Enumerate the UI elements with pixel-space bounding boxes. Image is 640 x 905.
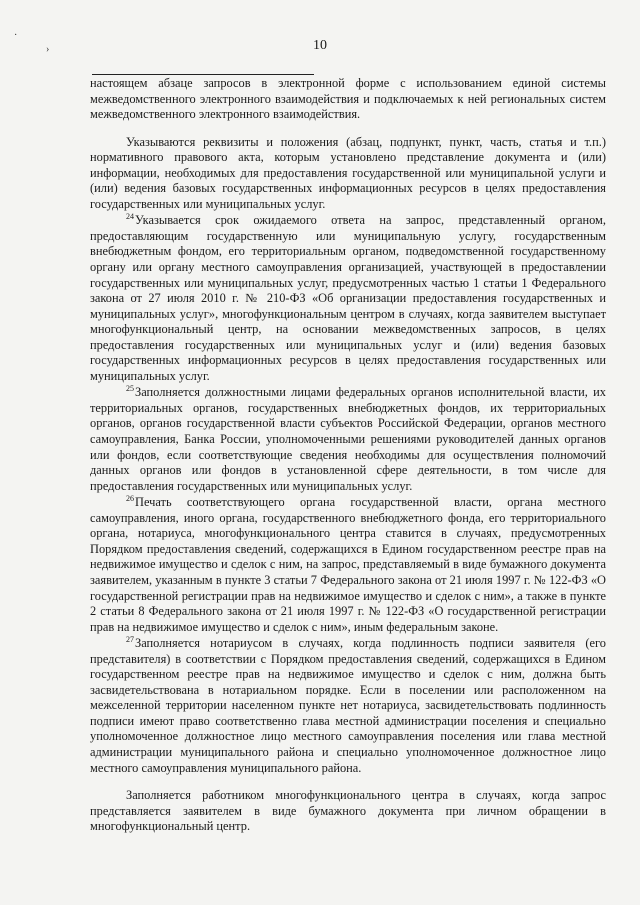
paragraph xyxy=(90,788,606,835)
document-body xyxy=(90,76,606,836)
footnote-paragraph xyxy=(90,495,606,635)
footnote-marker: 26 xyxy=(126,494,134,504)
footnote-paragraph xyxy=(90,213,606,384)
paragraph-text: настоящем абзаце запросов в электронной форме с использованием единой системы межведомственного электронного взаимодействия и подключаемых к ней региональных систем межведомственного электронного взаимодействия. xyxy=(90,76,606,122)
footnote-separator xyxy=(92,74,314,75)
paragraph-text: Заполняется работником многофункционального центра в случаях, когда запрос представляется заявителем в виде бумажного документа при личном обращении в многофункциональный центр. xyxy=(90,788,606,834)
scan-mark: · xyxy=(14,30,18,41)
footnote-paragraph xyxy=(90,636,606,776)
paragraph-text: Заполняется нотариусом в случаях, когда подлинность подписи заявителя (его представителя) в соответствии с Порядком предоставления сведений, содержащихся в Едином государственном реестре прав на недвижимое имущество и сделок с ним, должна быть засвидетельствована в нотариальном порядке. Если в поселении или расположенном на межселенной территории населенном пункте нет нотариуса, засвидетельствовать подлинность подписи имеют право соответственно глава местной администрации поселения и специально уполномоченное должностное лицо местного самоуправления поселения или глава местной администрации муниципального района и специально уполномоченное должностное лицо местного самоуправления муниципального района. xyxy=(90,636,606,775)
footnote-marker: 27 xyxy=(126,635,134,645)
paragraph-text: Указываются реквизиты и положения (абзац, подпункт, пункт, часть, статья и т.п.) нормативного правового акта, которым установлено представление документа и (или) информации, необходимых для предоставления государственной или муниципальной услуги и (или) ведения базовых государственных информационных ресурсов в целях предоставления государственных или муниципальных услуг. xyxy=(90,134,606,211)
footnote-marker: 24 xyxy=(126,212,134,222)
page-number: 10 xyxy=(313,38,327,53)
paragraph-text: Указывается срок ожидаемого ответа на запрос, представленный органом, предоставляющим государственную или муниципальную услугу, государственным внебюджетным фондом, его территориальным органом, подведомственной государственному органу или органу местного самоуправления организацией, участвующей в предоставлении государственных или муниципальных услуг, предусмотренных частью 1 статьи 1 Федерального закона от 27 июля 2010 г. № 210-ФЗ «Об организации предоставления государственных и муниципальных услуг», многофункциональным центром в случаях, когда заявителем выступает многофункциональный центр, на основании межведомственных запросов, в целях предоставления государственных или муниципальных услуг и (или) ведения базовых государственных информационных ресурсов в целях предоставления государственных или муниципальных услуг. xyxy=(90,213,606,383)
scan-mark: › xyxy=(46,44,50,55)
paragraph-text: Заполняется должностными лицами федеральных органов исполнительной власти, их территориальных органов, государственных внебюджетных фондов, их территориальных органов, органов государственной власти субъектов Российской Федерации, органов местного самоуправления, Банка России, уполномоченными решениями руководителей данных органов или фондов, если соответствующие сведения необходимы для осуществления полномочий данных органов или фондов в установленной сфере деятельности, в том числе для предоставления государственных или муниципальных услуг. xyxy=(90,385,606,493)
footnote-marker: 25 xyxy=(126,384,134,394)
footnote-paragraph xyxy=(90,385,606,494)
paragraph xyxy=(90,76,606,123)
paragraph xyxy=(90,135,606,213)
paragraph-text: Печать соответствующего органа государственной власти, органа местного самоуправления, иного органа, государственного внебюджетного фонда, его территориального органа, нотариуса, многофункционального центра ставится в случаях, предусмотренных Порядком предоставления сведений, содержащихся в Едином государственном реестре прав на недвижимое имущество и сделок с ним, на запрос, представляемый в виде бумажного документа заявителем, указанным в пункте 3 статьи 7 Федерального закона от 21 июля 1997 г. № 122-ФЗ «О государственной регистрации прав на недвижимое имущество и сделок с ним», а также в пункте 2 статьи 8 Федерального закона от 21 июля 1997 г. № 122-ФЗ «О государственной регистрации прав на недвижимое имущество и сделок с ним», иным федеральным законе. xyxy=(90,495,606,634)
